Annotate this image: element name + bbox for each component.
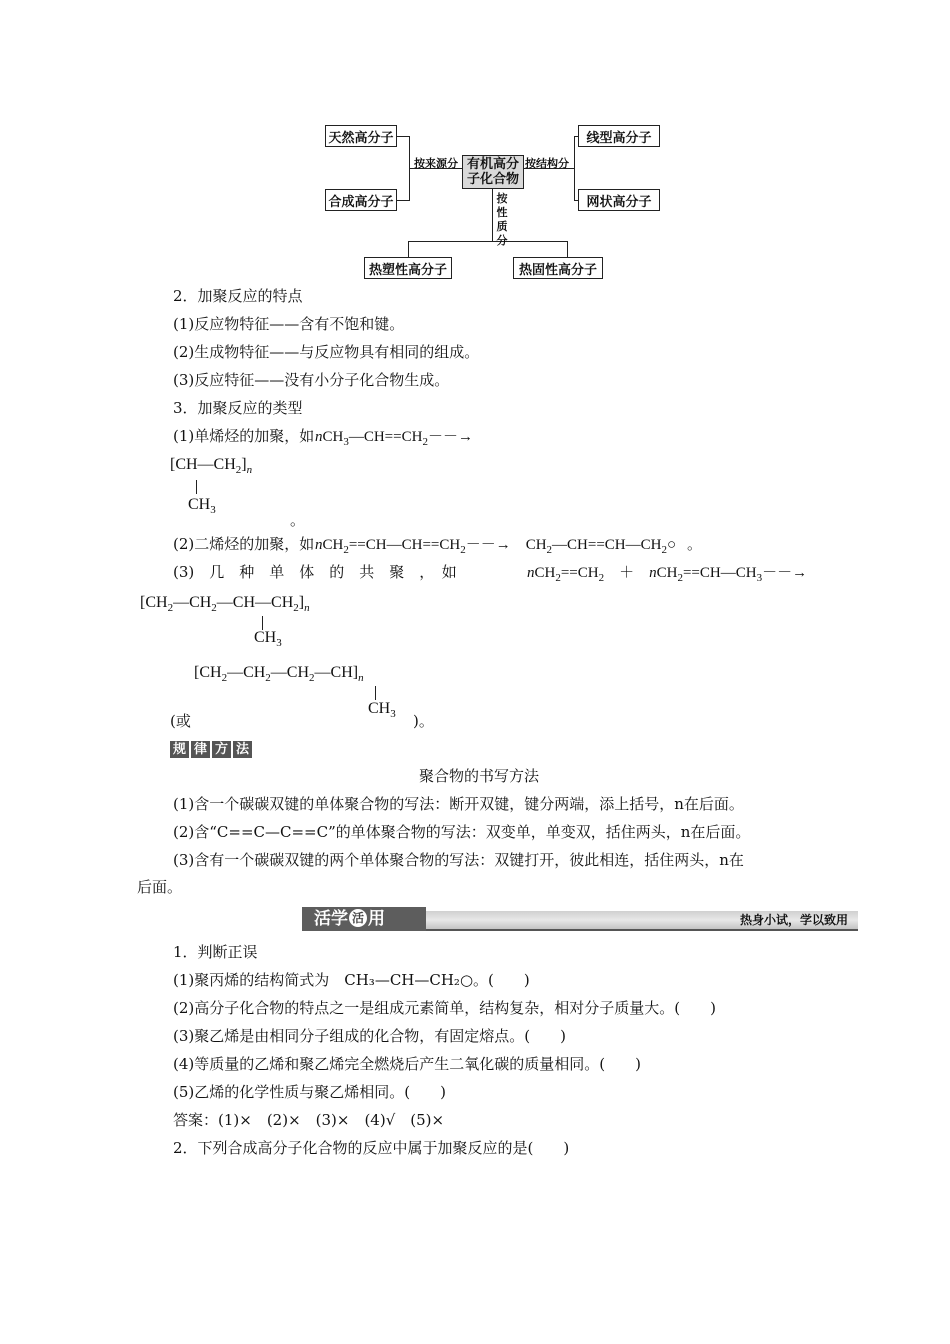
- answer-line: 答案：(1)× (2)× (3)× (4)√ (5)×: [173, 1111, 445, 1129]
- propene-monomer: $nCH_3—CH==CH_2--\to$: [315, 429, 473, 448]
- section2-item-2: (2)生成物特征——与反应物具有相同的组成。: [173, 343, 480, 361]
- question-1-item-5: (5)乙烯的化学性质与聚乙烯相同。( ): [173, 1083, 446, 1101]
- methyl-branch: $CH_3$: [188, 496, 216, 517]
- butadiene-reaction: $nCH_2==CH—CH==CH_2--\to$ $CH_2—CH==CH—CH_2○$: [315, 537, 677, 556]
- copolymer-formula-2: $[CH_2—CH_2—CH_2—CH]_n$: [194, 664, 364, 685]
- method-item-2: (2)含“C==C—C==C”的单体聚合物的写法：双变单，单变双，括住两头，n在后面。: [173, 823, 751, 841]
- section2-item-1: (1)反应物特征——含有不饱和键。: [173, 315, 405, 333]
- section2-item-3: (3)反应特征——没有小分子化合物生成。: [173, 371, 450, 389]
- bottom-right-box: 热固性高分子: [513, 257, 603, 279]
- banner-heading-circle: 活: [349, 909, 367, 927]
- methyl-branch: $CH_3$: [254, 629, 282, 650]
- method-item-3: (3)含有一个碳碳双键的两个单体聚合物的写法：双键打开，彼此相连，括住两头，n在: [173, 851, 744, 869]
- label-by-structure: 按结构分: [525, 157, 569, 170]
- badge-char: 法: [233, 741, 252, 758]
- branch-bond: [196, 480, 197, 494]
- question-1-title: 1．判断正误: [173, 943, 258, 961]
- connector-line: [574, 136, 575, 201]
- connector-line: [574, 136, 578, 137]
- connector-line: [397, 200, 409, 201]
- label-by-property: 按性质分: [496, 192, 508, 247]
- connector-line: [567, 241, 568, 257]
- question-2: 2．下列合成高分子化合物的反应中属于加聚反应的是( ): [173, 1139, 570, 1157]
- left-top-box: 天然高分子: [325, 125, 397, 147]
- badge-char: 方: [212, 741, 231, 758]
- practice-banner: [302, 907, 858, 931]
- methyl-branch: $CH_3$: [368, 700, 396, 721]
- section3-item-2-end: 。: [687, 535, 703, 553]
- section3-item-3-or: (或: [170, 712, 191, 730]
- badge-char: 律: [191, 741, 210, 758]
- section3-item-1-end: 。: [290, 511, 306, 529]
- center-box: [462, 155, 524, 189]
- bottom-left-box: 热塑性高分子: [364, 257, 452, 279]
- connector-line: [492, 189, 493, 241]
- connector-line: [408, 241, 568, 242]
- banner-heading-text: 用: [368, 909, 385, 929]
- method-badge: [170, 741, 252, 758]
- question-1-item-1: (1)聚丙烯的结构简式为 CH₃—CH—CH₂○。( ): [173, 971, 530, 989]
- connector-line: [574, 200, 578, 201]
- left-bottom-box: 合成高分子: [325, 189, 397, 211]
- polypropylene-formula: $[CH—CH_2]_n$: [170, 456, 253, 477]
- section3-item-1-prefix: (1)单烯烃的加聚，如: [173, 427, 315, 445]
- section3-item-3-end: )。: [413, 712, 434, 730]
- banner-tag: 热身小试，学以致用: [739, 913, 848, 927]
- connector-line: [408, 241, 409, 257]
- method-item-3-cont: 后面。: [137, 878, 183, 896]
- branch-bond: [262, 616, 263, 630]
- copolymer-monomers: $nCH_2==CH_2$ ＋ $nCH_2==CH—CH_3--\to$: [527, 565, 808, 584]
- section2-title: 2．加聚反应的特点: [173, 287, 303, 305]
- section3-item-3-prefix: (3) 几 种 单 体 的 共 聚 ， 如: [173, 563, 457, 581]
- connector-line: [397, 136, 409, 137]
- label-by-source: 按来源分: [414, 157, 458, 170]
- copolymer-formula-1: $[CH_2—CH_2—CH—CH_2]_n$: [140, 594, 310, 615]
- badge-char: 规: [170, 741, 189, 758]
- question-1-item-2: (2)高分子化合物的特点之一是组成元素简单，结构复杂，相对分子质量大。( ): [173, 999, 716, 1017]
- method-item-1: (1)含一个碳碳双键的单体聚合物的写法：断开双键，键分两端，添上括号，n在后面。: [173, 795, 744, 813]
- question-1-item-3: (3)聚乙烯是由相同分子组成的化合物，有固定熔点。( ): [173, 1027, 566, 1045]
- center-label: 有机高分子化合物: [466, 157, 519, 187]
- method-title: 聚合物的书写方法: [419, 767, 540, 785]
- branch-bond: [375, 686, 376, 700]
- section3-title: 3．加聚反应的类型: [173, 399, 303, 417]
- section3-item-2-prefix: (2)二烯烃的加聚，如: [173, 535, 315, 553]
- banner-heading: [302, 907, 426, 931]
- right-bottom-box: 网状高分子: [578, 189, 660, 211]
- question-1-item-4: (4)等质量的乙烯和聚乙烯完全燃烧后产生二氧化碳的质量相同。( ): [173, 1055, 641, 1073]
- banner-bar: [426, 911, 858, 931]
- right-top-box: 线型高分子: [578, 125, 660, 147]
- banner-heading-text: 活学: [314, 909, 348, 929]
